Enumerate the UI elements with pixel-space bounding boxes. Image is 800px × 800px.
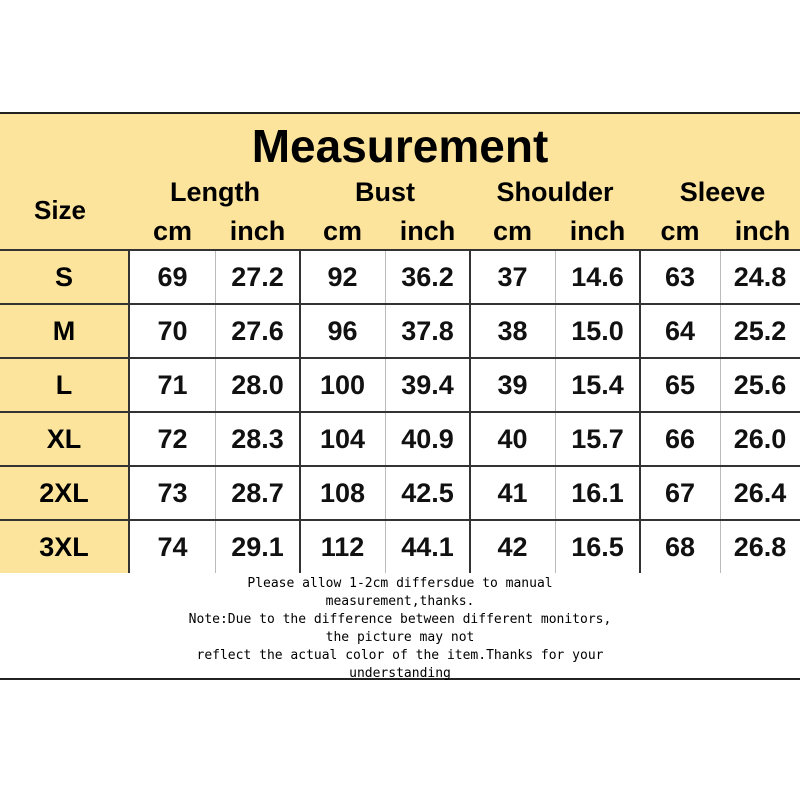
table-cell: 68 xyxy=(664,532,696,562)
table-cell: 15.0 xyxy=(571,316,624,346)
group-divider xyxy=(299,251,301,303)
table-cell: 15.7 xyxy=(571,424,624,454)
table-cell: 66 xyxy=(664,424,696,454)
table-cell: 92 xyxy=(327,262,358,292)
column-divider xyxy=(385,305,386,357)
size-column-header: Size xyxy=(33,195,87,225)
table-cell: 63 xyxy=(664,262,696,292)
table-cell: 41 xyxy=(497,478,528,508)
table-cell: 37 xyxy=(497,262,528,292)
group-divider xyxy=(469,251,471,303)
note-line: the picture may not xyxy=(325,630,475,645)
table-cell: 69 xyxy=(157,262,188,292)
group-header-sleeve: Sleeve xyxy=(679,177,766,207)
unit-header: cm xyxy=(322,216,363,246)
table-cell: 38 xyxy=(497,316,528,346)
table-cell: 29.1 xyxy=(231,532,284,562)
column-divider xyxy=(720,359,721,411)
column-divider xyxy=(720,305,721,357)
group-divider xyxy=(639,251,641,303)
table-cell: 112 xyxy=(320,532,365,562)
column-divider xyxy=(555,251,556,303)
table-cell: 104 xyxy=(319,424,366,454)
unit-header: inch xyxy=(734,216,791,246)
group-divider xyxy=(639,521,641,573)
table-cell: 16.5 xyxy=(571,532,624,562)
column-divider xyxy=(385,413,386,465)
table-row xyxy=(0,303,800,357)
unit-header: cm xyxy=(152,216,193,246)
table-cell: 15.4 xyxy=(571,370,624,400)
column-divider xyxy=(215,413,216,465)
table-cell: 28.7 xyxy=(231,478,284,508)
table-cell: 28.0 xyxy=(231,370,284,400)
table-cell: 37.8 xyxy=(401,316,454,346)
group-divider xyxy=(469,521,471,573)
table-cell: 67 xyxy=(664,478,696,508)
group-divider xyxy=(299,359,301,411)
table-cell: 42 xyxy=(497,532,528,562)
table-cell: 26.0 xyxy=(733,424,787,454)
size-cell: L xyxy=(0,359,130,411)
table-cell: 40 xyxy=(497,424,528,454)
size-cell: 2XL xyxy=(0,467,130,519)
table-cell: 108 xyxy=(319,478,366,508)
column-divider xyxy=(215,359,216,411)
column-divider xyxy=(385,359,386,411)
table-cell: 14.6 xyxy=(571,262,624,292)
group-divider xyxy=(639,359,641,411)
note-line: understanding xyxy=(349,666,451,681)
table-cell: 70 xyxy=(157,316,188,346)
group-header-length: Length xyxy=(170,177,260,207)
column-divider xyxy=(720,467,721,519)
group-divider xyxy=(639,467,641,519)
table-cell: 72 xyxy=(157,424,188,454)
column-divider xyxy=(385,521,386,573)
table-cell: 24.8 xyxy=(733,262,787,292)
group-divider xyxy=(299,305,301,357)
column-divider xyxy=(555,521,556,573)
unit-header: cm xyxy=(492,216,533,246)
column-divider xyxy=(385,467,386,519)
table-cell: 74 xyxy=(157,532,188,562)
group-divider xyxy=(469,359,471,411)
table-header xyxy=(0,114,800,249)
column-divider xyxy=(555,413,556,465)
page-title: Measurement xyxy=(251,120,549,172)
column-divider xyxy=(555,359,556,411)
table-cell: 25.2 xyxy=(733,316,787,346)
group-divider xyxy=(299,413,301,465)
size-cell: 3XL xyxy=(0,521,130,573)
group-header-shoulder: Shoulder xyxy=(496,177,614,207)
table-cell: 28.3 xyxy=(231,424,284,454)
table-cell: 64 xyxy=(664,316,696,346)
table-cell: 71 xyxy=(157,370,188,400)
column-divider xyxy=(720,521,721,573)
column-divider xyxy=(720,251,721,303)
column-divider xyxy=(215,521,216,573)
table-row xyxy=(0,519,800,573)
note-line: reflect the actual color of the item.Thanks for your xyxy=(196,648,604,663)
group-divider xyxy=(299,467,301,519)
disclaimer-note xyxy=(0,575,800,683)
group-divider xyxy=(639,413,641,465)
column-divider xyxy=(555,467,556,519)
note-line: Note:Due to the difference between different monitors, xyxy=(188,612,612,627)
table-row xyxy=(0,465,800,519)
group-divider xyxy=(469,467,471,519)
group-divider xyxy=(299,521,301,573)
column-divider xyxy=(555,305,556,357)
column-divider xyxy=(385,251,386,303)
column-divider xyxy=(215,305,216,357)
column-divider xyxy=(215,467,216,519)
group-divider xyxy=(469,413,471,465)
unit-header: inch xyxy=(229,216,286,246)
size-cell: XL xyxy=(0,413,130,465)
column-divider xyxy=(215,251,216,303)
column-divider xyxy=(720,413,721,465)
size-chart xyxy=(0,112,800,680)
table-cell: 42.5 xyxy=(401,478,454,508)
size-cell: M xyxy=(0,305,130,357)
group-divider xyxy=(469,305,471,357)
unit-header: inch xyxy=(399,216,456,246)
table-cell: 27.6 xyxy=(231,316,284,346)
table-cell: 27.2 xyxy=(231,262,284,292)
table-row xyxy=(0,411,800,465)
table-cell: 100 xyxy=(319,370,366,400)
table-cell: 44.1 xyxy=(401,532,454,562)
group-header-bust: Bust xyxy=(355,177,415,207)
table-cell: 26.8 xyxy=(733,532,787,562)
table-row xyxy=(0,249,800,303)
table-cell: 39 xyxy=(497,370,528,400)
table-row xyxy=(0,357,800,411)
table-cell: 39.4 xyxy=(401,370,454,400)
table-cell: 25.6 xyxy=(733,370,787,400)
table-cell: 16.1 xyxy=(571,478,624,508)
table-cell: 36.2 xyxy=(401,262,454,292)
note-line: Please allow 1-2cm differsdue to manual xyxy=(247,576,553,591)
table-cell: 96 xyxy=(327,316,358,346)
table-cell: 65 xyxy=(664,370,696,400)
table-cell: 26.4 xyxy=(733,478,787,508)
table-cell: 40.9 xyxy=(401,424,454,454)
note-line: measurement,thanks. xyxy=(325,594,475,609)
group-divider xyxy=(639,305,641,357)
unit-header: cm xyxy=(660,216,700,246)
table-cell: 73 xyxy=(157,478,188,508)
unit-header: inch xyxy=(569,216,626,246)
size-cell: S xyxy=(0,251,130,303)
